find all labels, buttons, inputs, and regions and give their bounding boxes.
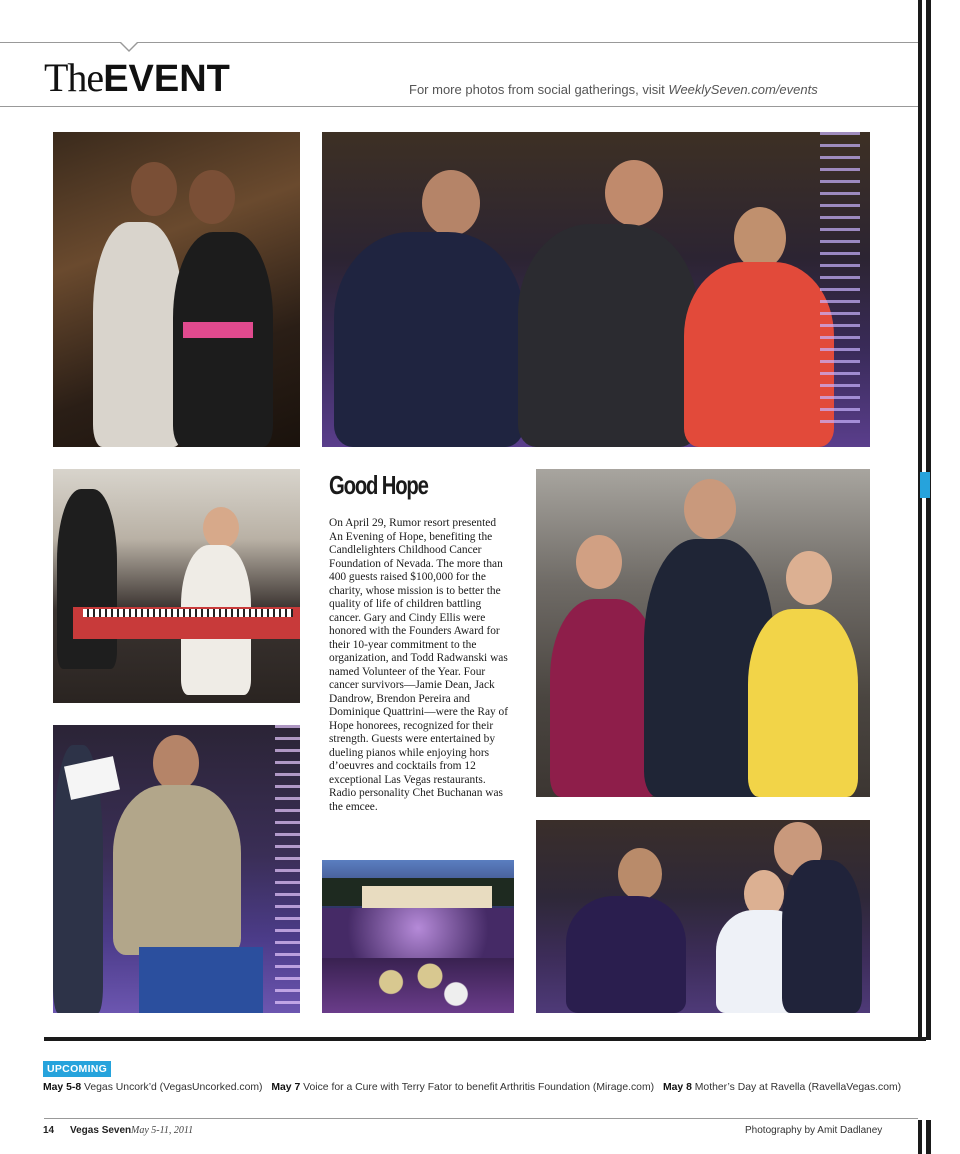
page-number: 14 <box>43 1125 55 1136</box>
content-bottom-rule <box>44 1037 926 1041</box>
photo-man-with-jersey <box>53 725 300 1013</box>
header-note <box>409 82 818 97</box>
photo-girl-singing <box>53 469 300 703</box>
binding-bar <box>918 0 922 1040</box>
upcoming-event: Mother’s Day at Ravella (RavellaVegas.com) <box>694 1082 902 1093</box>
magazine-name: Vegas Seven <box>70 1125 132 1136</box>
section-title <box>44 55 230 100</box>
page-edge-tab <box>920 472 930 498</box>
upcoming-date: May 8 <box>662 1082 692 1093</box>
upcoming-date: May 5-8 <box>43 1082 82 1093</box>
binding-bar <box>918 1120 922 1154</box>
section-title-the: The <box>44 55 104 100</box>
photo-woman-boy-trophy <box>536 820 870 1013</box>
upcoming-date: May 7 <box>271 1082 301 1093</box>
section-title-event: EVENT <box>103 58 230 100</box>
story-body: On April 29, Rumor resort presented An Evening of Hope, benefiting the Candlelighters Childhood Cancer Foundation of Nevada. The more than 400 guests raised $100,000 for the charity, whose mission is to better the quality of life of children battling cancer. Gary and Cindy Ellis were honored with the Founders Award for their 10-year commitment to the organization, and Todd Radwanski was named Volunteer of the Year. Four cancer survivors—Jamie Dean, Jack Dandrow, Brendon Pereira and Dominique Quattrini—were the Ray of Hope honorees, recognized for their strength. Guests were entertained by dueling pianos while enjoying hors d’oeuvres and cocktails from 12 exceptional Las Vegas restaurants. Radio personality Chet Buchanan was the emcee. <box>329 517 509 813</box>
story <box>329 470 511 814</box>
photo-honorees-group <box>536 469 870 797</box>
header-note-link[interactable]: WeeklySeven.com/events <box>668 82 818 97</box>
photo-award-presentation <box>322 132 870 447</box>
header-note-text: For more photos from social gatherings, visit <box>409 82 665 97</box>
photo-crowd-drums <box>322 860 514 1013</box>
photo-two-women <box>53 132 300 447</box>
header-notch <box>119 42 139 52</box>
upcoming-event: Vegas Uncork’d (VegasUncorked.com) <box>84 1082 263 1093</box>
issue-date: May 5-11, 2011 <box>131 1125 194 1136</box>
photo-credit: Photography by Amit Dadlaney <box>745 1125 883 1136</box>
story-title: Good Hope <box>329 470 428 500</box>
footer-rule <box>44 1118 918 1119</box>
binding-bar <box>926 0 931 1040</box>
upcoming-event: Voice for a Cure with Terry Fator to benefit Arthritis Foundation (Mirage.com) <box>303 1082 655 1093</box>
header-bottom-rule <box>0 106 918 107</box>
upcoming-list <box>43 1082 901 1093</box>
binding-bar <box>926 1120 931 1154</box>
upcoming-badge: UPCOMING <box>43 1061 111 1077</box>
